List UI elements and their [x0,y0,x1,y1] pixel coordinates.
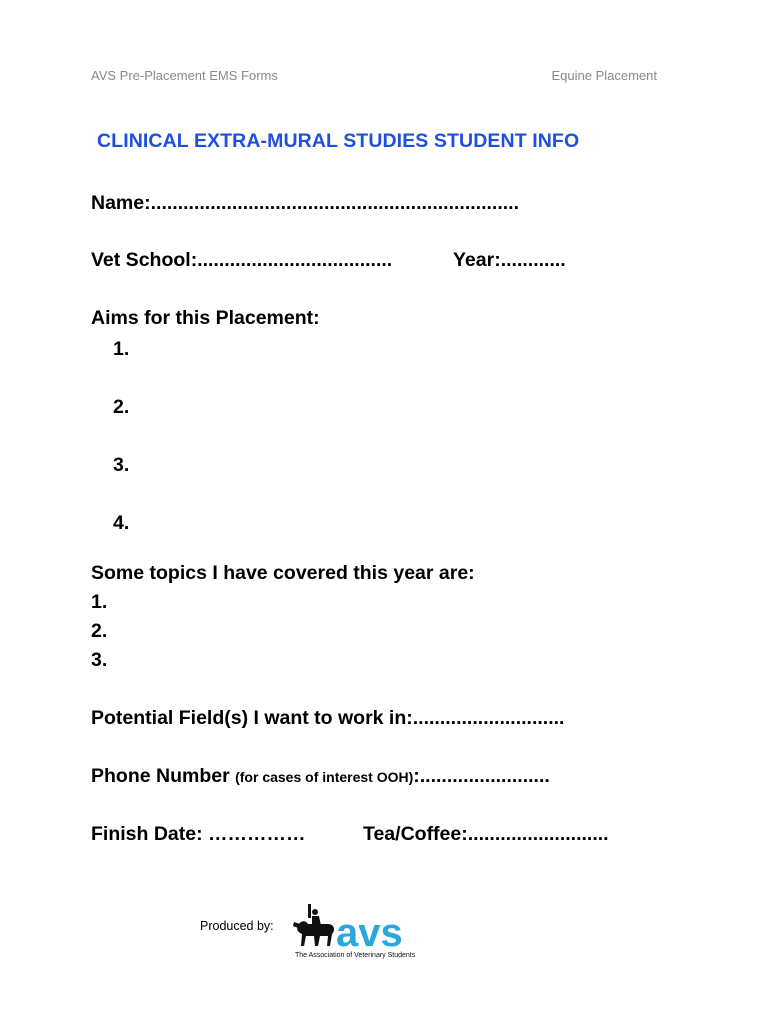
phone-note: (for cases of interest OOH) [235,769,414,785]
topic-item-2[interactable]: 2. [91,620,108,642]
vet-school-field[interactable]: Vet School:.................................... [91,249,393,271]
phone-label: Phone Number [91,765,230,787]
header-left: AVS Pre-Placement EMS Forms [91,68,278,83]
finish-date-field[interactable]: Finish Date: …………… [91,823,306,845]
topic-item-1[interactable]: 1. [91,591,108,613]
header-right: Equine Placement [551,68,657,83]
topic-item-3[interactable]: 3. [91,649,108,671]
aim-item-1[interactable]: 1. [113,338,130,360]
horse-rider-icon [293,904,334,946]
name-field[interactable]: Name:.................................................................... [91,192,520,214]
tea-coffee-field[interactable]: Tea/Coffee:.......................... [363,823,609,845]
phone-number-field[interactable] [91,765,550,788]
page-title: CLINICAL EXTRA-MURAL STUDIES STUDENT INFO [97,130,580,152]
produced-by-label: Produced by: [200,919,274,933]
logo-subtitle: The Association of Veterinary Students [295,952,416,959]
topics-heading: Some topics I have covered this year are: [91,562,475,584]
potential-fields-field[interactable]: Potential Field(s) I want to work in:............................ [91,707,565,729]
phone-dots: :........................ [413,765,550,787]
year-field[interactable]: Year:............ [453,249,566,271]
aims-heading: Aims for this Placement: [91,307,320,329]
avs-logo [292,902,432,962]
aim-item-4[interactable]: 4. [113,512,130,534]
logo-text: avs [336,911,403,955]
aim-item-2[interactable]: 2. [113,396,130,418]
aim-item-3[interactable]: 3. [113,454,130,476]
